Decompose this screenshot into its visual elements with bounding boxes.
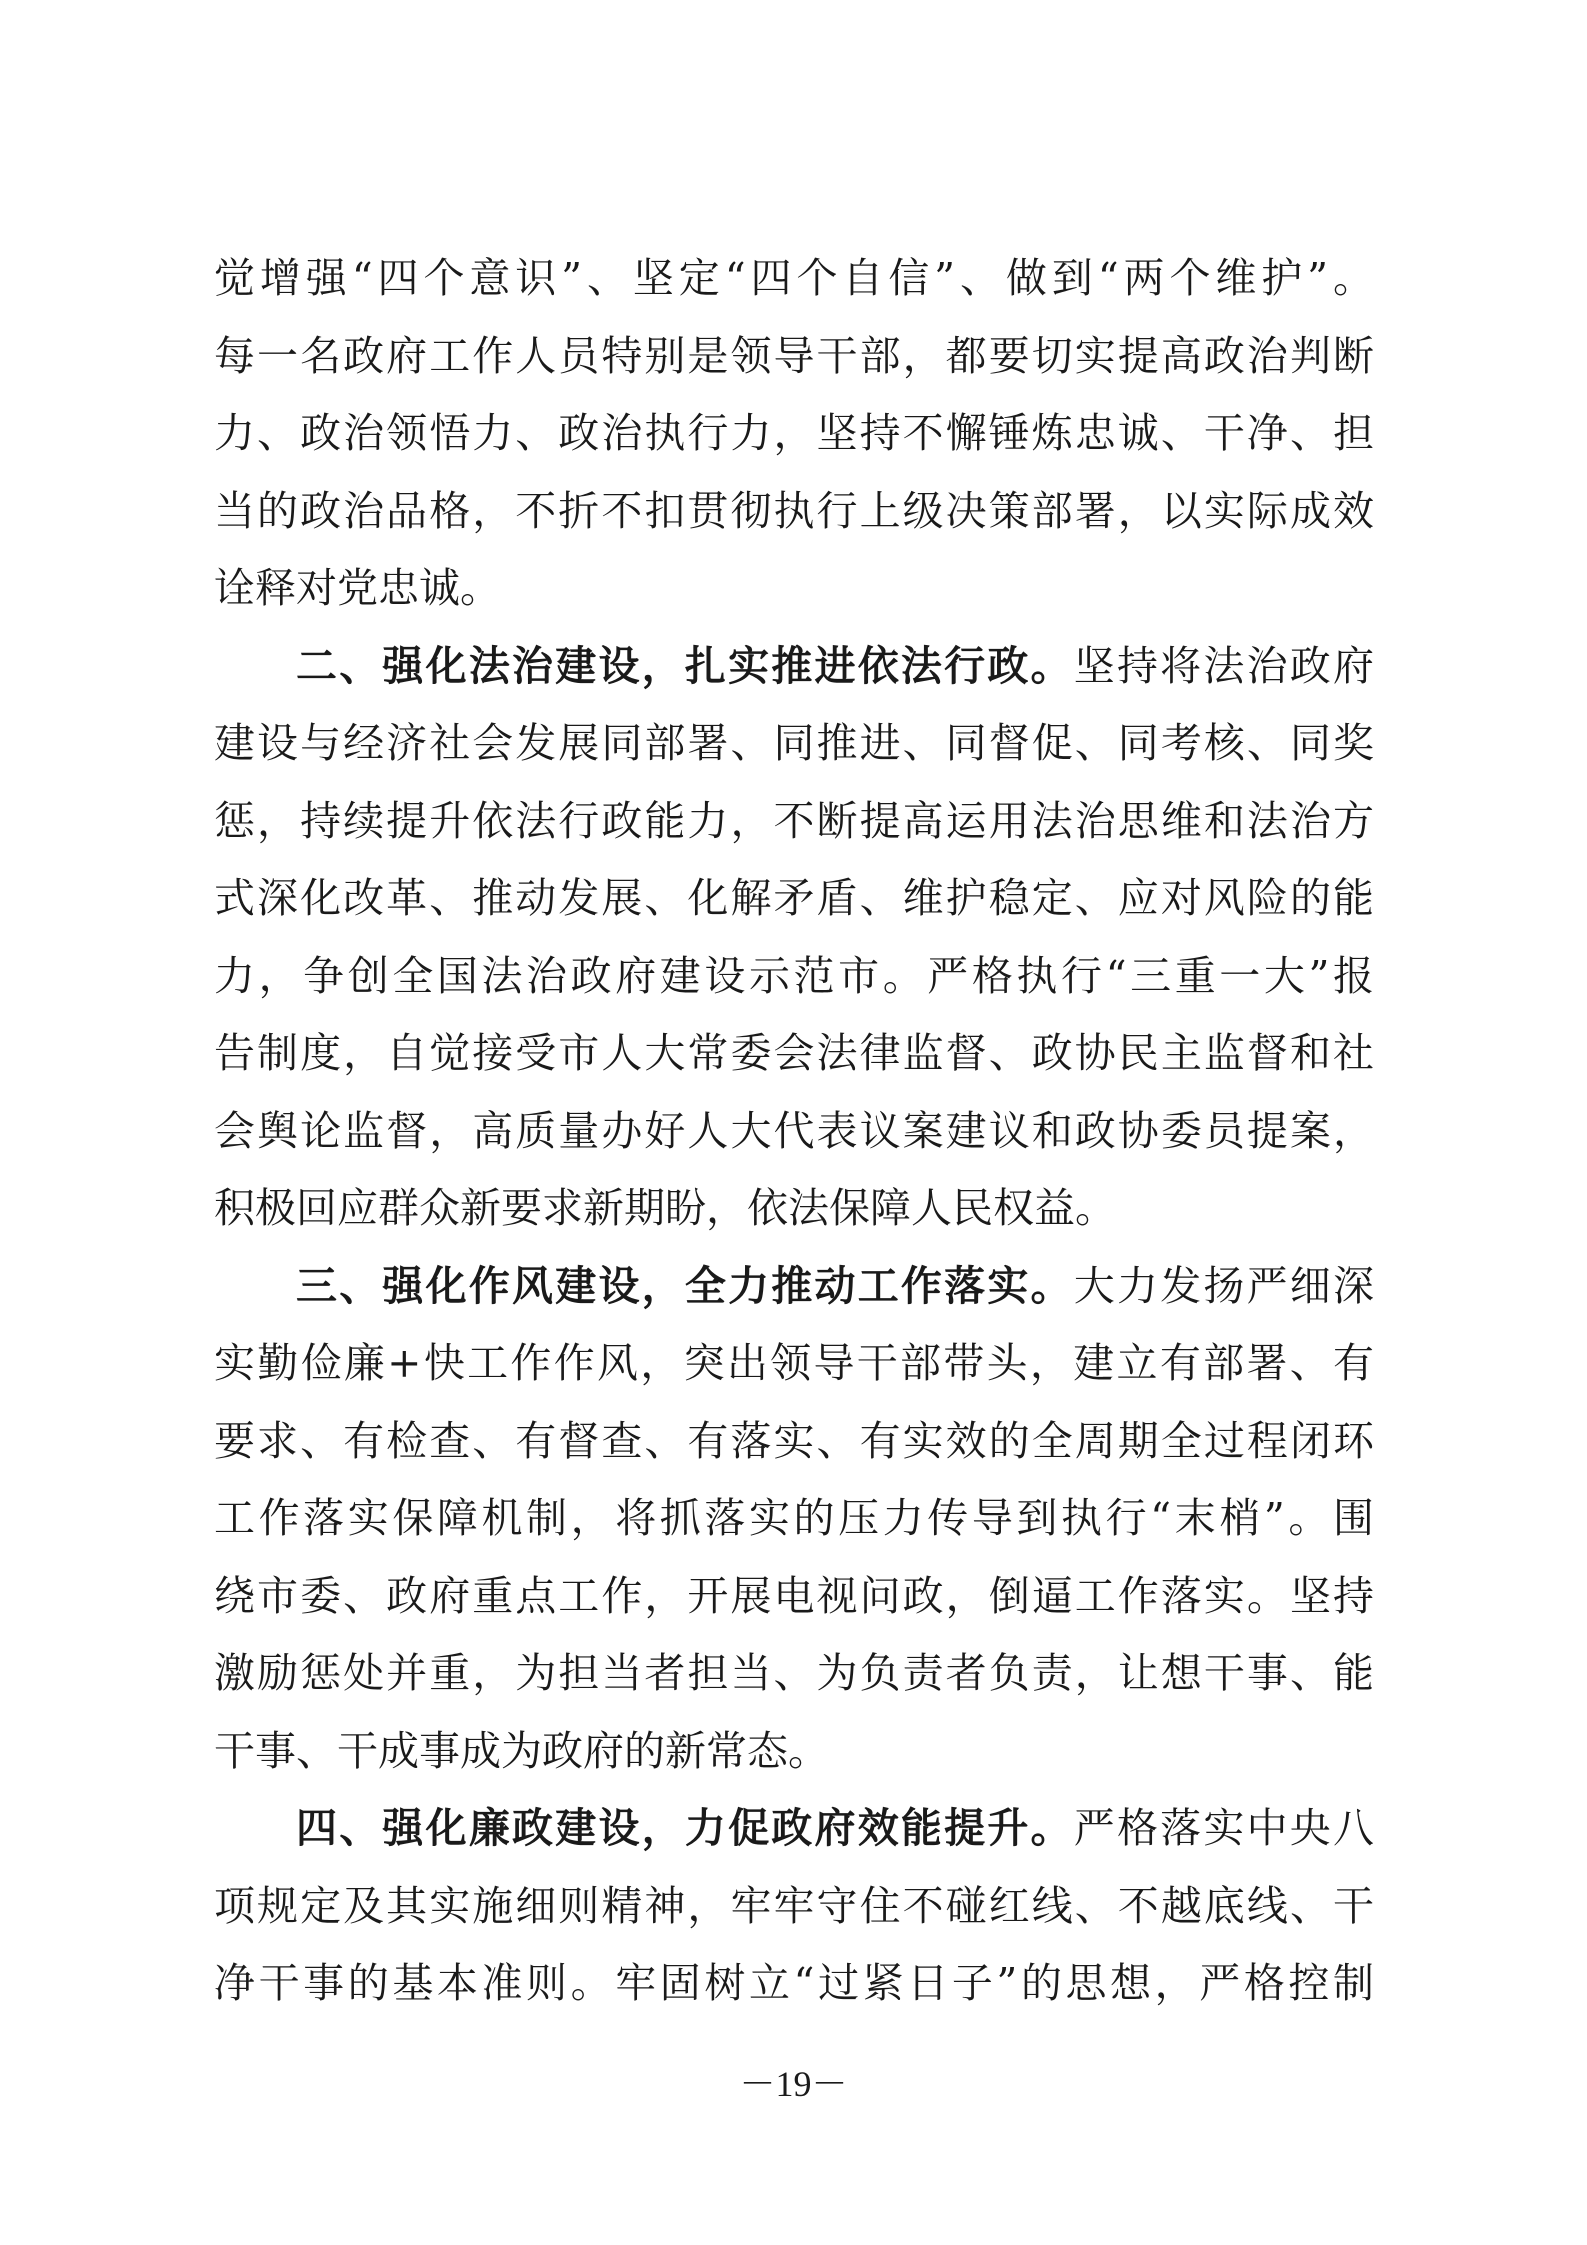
text-line: 式深化改革、推动发展、化解矛盾、维护稳定、应对风险的能 xyxy=(214,874,1374,922)
text-line: 绕市委、政府重点工作，开展电视问政，倒逼工作落实。坚持 xyxy=(214,1571,1374,1620)
text-run: 坚持将法治政府 xyxy=(1073,641,1374,690)
text-run: 严格落实中央八 xyxy=(1073,1804,1374,1852)
text-line xyxy=(214,628,1374,706)
text-line: 当的政治品格，不折不扣贯彻执行上级决策部署，以实际成效 xyxy=(214,486,1374,535)
section-heading: 四、强化廉政建设，力促政府效能提升。 xyxy=(296,1804,1074,1852)
text-line: 诠释对党忠诚。 xyxy=(214,564,501,612)
paragraph-rule-of-law xyxy=(214,628,1374,1248)
text-line: 积极回应群众新要求新期盼，依法保障人民权益。 xyxy=(214,1184,1116,1232)
text-line: 工作落实保障机制，将抓落实的压力传导到执行“末梢”。围 xyxy=(214,1494,1374,1542)
text-line: 力，争创全国法治政府建设示范市。严格执行“三重一大”报 xyxy=(214,951,1374,1000)
text-line xyxy=(214,1248,1374,1326)
text-line: 告制度，自觉接受市人大常委会法律监督、政协民主监督和社 xyxy=(214,1029,1374,1077)
section-heading: 三、强化作风建设，全力推动工作落实。 xyxy=(296,1261,1074,1310)
text-line: 每一名政府工作人员特别是领导干部，都要切实提高政治判断 xyxy=(214,331,1374,380)
text-line: 要求、有检查、有督查、有落实、有实效的全周期全过程闭环 xyxy=(214,1416,1374,1465)
body-text xyxy=(214,240,1374,2023)
text-line: 力、政治领悟力、政治执行力，坚持不懈锤炼忠诚、干净、担 xyxy=(214,409,1374,457)
section-heading: 二、强化法治建设，扎实推进依法行政。 xyxy=(296,641,1074,690)
page-number: －19－ xyxy=(739,2064,848,2104)
paragraph-integrity xyxy=(214,1790,1374,2023)
text-line: 实勤俭廉+快工作作风，突出领导干部带头，建立有部署、有 xyxy=(214,1339,1374,1387)
text-line: 觉增强“四个意识”、坚定“四个自信”、做到“两个维护”。 xyxy=(214,254,1374,302)
text-line: 建设与经济社会发展同部署、同推进、同督促、同考核、同奖 xyxy=(214,719,1374,767)
text-line: 项规定及其实施细则精神，牢牢守住不碰红线、不越底线、干 xyxy=(214,1881,1374,1930)
text-line: 惩，持续提升依法行政能力，不断提高运用法治思维和法治方 xyxy=(214,796,1374,845)
text-line: 会舆论监督，高质量办好人大代表议案建议和政协委员提案， xyxy=(214,1106,1374,1155)
text-run: 大力发扬严细深 xyxy=(1073,1261,1374,1310)
text-line: 激励惩处并重，为担当者担当、为负责者负责，让想干事、能 xyxy=(214,1649,1374,1697)
text-line xyxy=(214,1790,1374,1868)
text-line: 净干事的基本准则。牢固树立“过紧日子”的思想，严格控制 xyxy=(214,1959,1374,2007)
paragraph-continuation xyxy=(214,240,1374,628)
paragraph-work-style xyxy=(214,1248,1374,1791)
text-line: 干事、干成事成为政府的新常态。 xyxy=(214,1726,829,1775)
